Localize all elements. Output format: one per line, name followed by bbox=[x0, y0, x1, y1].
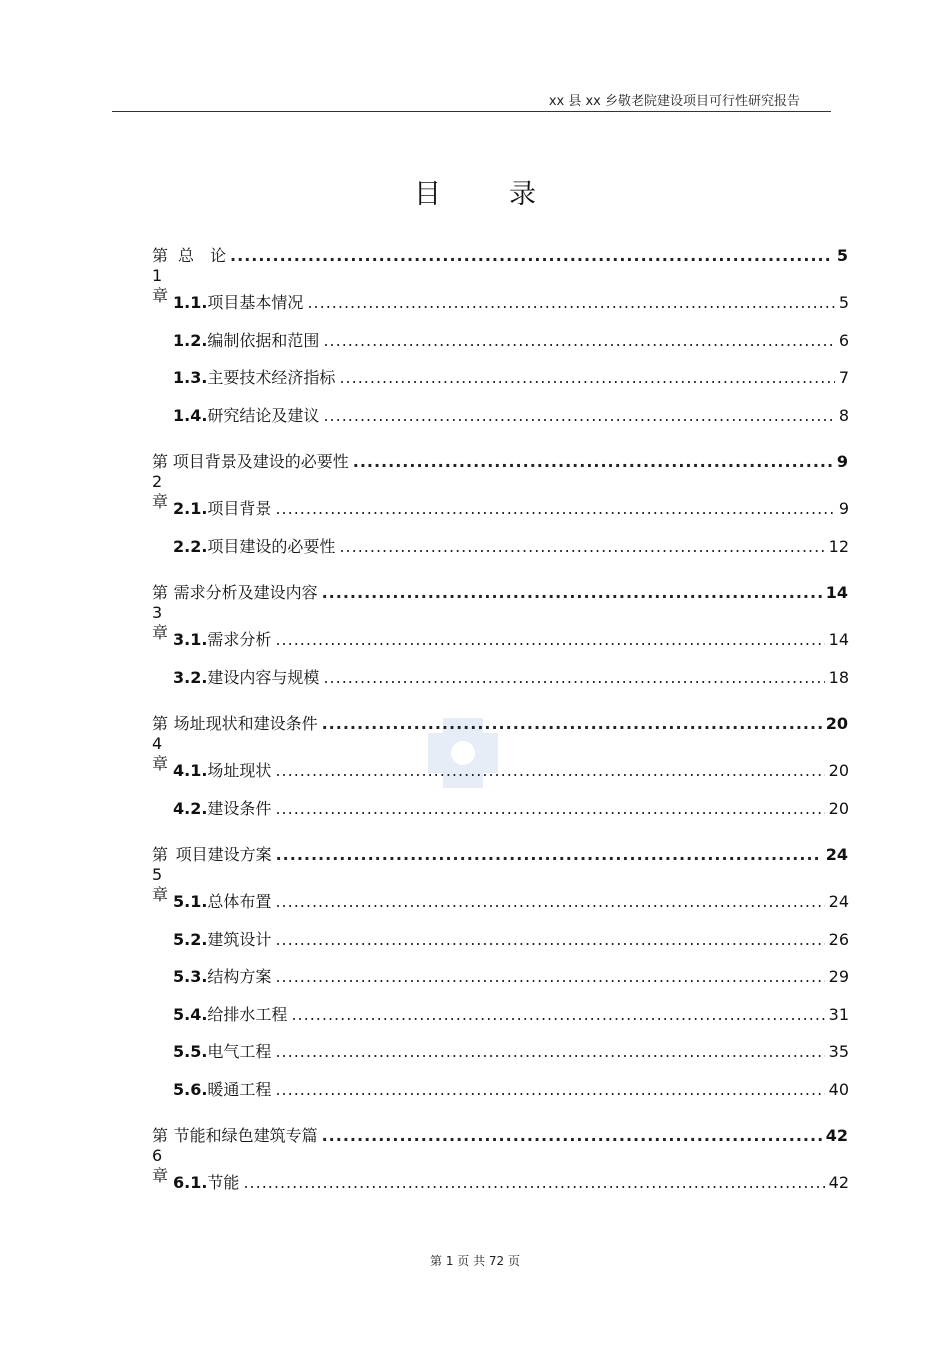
toc-dot-leader bbox=[323, 331, 834, 351]
toc-entry-page-number: 6 bbox=[838, 331, 849, 350]
toc-section-entry[interactable] bbox=[173, 1080, 849, 1100]
toc-entry-number: 6.1. bbox=[173, 1173, 208, 1192]
toc-entry-label: 项目背景 bbox=[207, 499, 272, 518]
toc-entry-label: 建设内容与规模 bbox=[207, 668, 320, 687]
page-title: 目录 bbox=[414, 179, 604, 210]
toc-entry-number: 1.4. bbox=[173, 406, 208, 425]
toc-entry-label: 项目基本情况 bbox=[207, 293, 304, 312]
toc-entry-label: 需求分析及建设内容 bbox=[173, 583, 318, 602]
toc-dot-leader bbox=[275, 499, 834, 519]
toc-entry-number: 第 1 章 bbox=[152, 246, 169, 305]
toc-entry-page-number: 5 bbox=[836, 246, 848, 265]
toc-dot-leader bbox=[230, 246, 833, 266]
toc-dot-leader bbox=[276, 845, 822, 865]
toc-entry-number: 第 5 章 bbox=[152, 845, 169, 904]
toc-entry-page-number: 9 bbox=[838, 499, 849, 518]
toc-entry-page-number: 20 bbox=[825, 714, 848, 733]
toc-entry-label: 场址现状 bbox=[207, 761, 272, 780]
toc-entry-page-number: 26 bbox=[828, 930, 849, 949]
toc-entry-page-number: 7 bbox=[838, 368, 849, 387]
toc-section-entry[interactable] bbox=[173, 967, 849, 987]
toc-entry-label: 结构方案 bbox=[207, 967, 272, 986]
toc-dot-leader bbox=[323, 406, 834, 426]
toc-dot-leader bbox=[339, 368, 834, 388]
toc-entry-number: 第 4 章 bbox=[152, 714, 169, 773]
toc-entry-number: 5.5. bbox=[173, 1042, 208, 1061]
toc-dot-leader bbox=[275, 967, 824, 987]
toc-section-entry[interactable] bbox=[173, 1005, 849, 1025]
toc-entry-label: 项目建设的必要性 bbox=[207, 537, 336, 556]
toc-dot-leader bbox=[275, 799, 824, 819]
toc-section-entry[interactable] bbox=[173, 537, 849, 557]
toc-entry-label: 节能 bbox=[207, 1173, 240, 1192]
toc-section-entry[interactable] bbox=[173, 892, 849, 912]
toc-entry-label: 建筑设计 bbox=[207, 930, 272, 949]
toc-entry-number: 5.1. bbox=[173, 892, 208, 911]
toc-section-entry[interactable] bbox=[173, 499, 849, 519]
toc-entry-page-number: 9 bbox=[836, 452, 848, 471]
toc-entry-number: 1.2. bbox=[173, 331, 208, 350]
toc-entry-page-number: 14 bbox=[828, 630, 849, 649]
toc-entry-label: 主要技术经济指标 bbox=[207, 368, 336, 387]
toc-entry-page-number: 24 bbox=[828, 892, 849, 911]
toc-entry-page-number: 14 bbox=[825, 583, 848, 602]
toc-entry-label: 节能和绿色建筑专篇 bbox=[173, 1126, 318, 1145]
toc-section-entry[interactable] bbox=[173, 1173, 849, 1193]
toc-dot-leader bbox=[243, 1173, 824, 1193]
toc-entry-label: 编制依据和范围 bbox=[207, 331, 320, 350]
running-header: xx 县 xx 乡敬老院建设项目可行性研究报告 bbox=[548, 94, 800, 109]
toc-entry-label: 给排水工程 bbox=[207, 1005, 288, 1024]
toc-entry-number: 第 2 章 bbox=[152, 452, 169, 511]
toc-entry-page-number: 20 bbox=[828, 799, 849, 818]
toc-entry-number: 3.2. bbox=[173, 668, 208, 687]
toc-dot-leader bbox=[322, 1126, 822, 1146]
toc-entry-number: 2.2. bbox=[173, 537, 208, 556]
toc-entry-label: 总 论 bbox=[178, 246, 227, 265]
toc-section-entry[interactable] bbox=[173, 331, 849, 351]
toc-entry-label: 总体布置 bbox=[207, 892, 272, 911]
toc-section-entry[interactable] bbox=[173, 630, 849, 650]
toc-dot-leader bbox=[291, 1005, 824, 1025]
toc-dot-leader bbox=[275, 761, 824, 781]
toc-entry-number: 1.3. bbox=[173, 368, 208, 387]
toc-entry-page-number: 20 bbox=[828, 761, 849, 780]
toc-section-entry[interactable] bbox=[173, 668, 849, 688]
toc-entry-label: 建设条件 bbox=[207, 799, 272, 818]
toc-dot-leader bbox=[322, 583, 822, 603]
toc-entry-label: 电气工程 bbox=[207, 1042, 272, 1061]
toc-entry-label: 项目建设方案 bbox=[175, 845, 272, 864]
toc-entry-page-number: 40 bbox=[828, 1080, 849, 1099]
toc-dot-leader bbox=[275, 892, 824, 912]
toc-entry-number: 第 6 章 bbox=[152, 1126, 169, 1185]
toc-entry-page-number: 24 bbox=[825, 845, 848, 864]
toc-entry-page-number: 29 bbox=[828, 967, 849, 986]
toc-dot-leader bbox=[353, 452, 833, 472]
toc-section-entry[interactable] bbox=[173, 293, 849, 313]
toc-entry-page-number: 18 bbox=[828, 668, 849, 687]
toc-entry-number: 2.1. bbox=[173, 499, 208, 518]
toc-section-entry[interactable] bbox=[173, 761, 849, 781]
toc-entry-page-number: 5 bbox=[838, 293, 849, 312]
toc-section-entry[interactable] bbox=[173, 1042, 849, 1062]
toc-entry-page-number: 42 bbox=[825, 1126, 848, 1145]
toc-entry-number: 5.2. bbox=[173, 930, 208, 949]
toc-dot-leader bbox=[307, 293, 834, 313]
toc-entry-number: 5.3. bbox=[173, 967, 208, 986]
toc-section-entry[interactable] bbox=[173, 368, 849, 388]
toc-dot-leader bbox=[323, 668, 824, 688]
toc-entry-number: 4.1. bbox=[173, 761, 208, 780]
toc-entry-number: 5.4. bbox=[173, 1005, 208, 1024]
toc-entry-label: 场址现状和建设条件 bbox=[173, 714, 318, 733]
toc-dot-leader bbox=[275, 1042, 824, 1062]
toc-dot-leader bbox=[275, 930, 824, 950]
toc-entry-page-number: 42 bbox=[828, 1173, 849, 1192]
toc-entry-number: 5.6. bbox=[173, 1080, 208, 1099]
toc-dot-leader bbox=[275, 1080, 824, 1100]
toc-entry-number: 4.2. bbox=[173, 799, 208, 818]
page-footer: 第 1 页 共 72 页 bbox=[430, 1254, 520, 1268]
toc-section-entry[interactable] bbox=[173, 930, 849, 950]
toc-entry-page-number: 12 bbox=[828, 537, 849, 556]
toc-entry-number: 1.1. bbox=[173, 293, 208, 312]
toc-dot-leader bbox=[322, 714, 822, 734]
toc-dot-leader bbox=[275, 630, 824, 650]
toc-entry-page-number: 35 bbox=[828, 1042, 849, 1061]
toc-entry-label: 项目背景及建设的必要性 bbox=[172, 452, 349, 471]
toc-entry-label: 暖通工程 bbox=[207, 1080, 272, 1099]
toc-entry-number: 3.1. bbox=[173, 630, 208, 649]
toc-entry-number: 第 3 章 bbox=[152, 583, 169, 642]
toc-section-entry[interactable] bbox=[173, 799, 849, 819]
toc-section-entry[interactable] bbox=[173, 406, 849, 426]
toc-entry-label: 研究结论及建议 bbox=[207, 406, 320, 425]
toc-entry-page-number: 31 bbox=[828, 1005, 849, 1024]
toc-entry-page-number: 8 bbox=[838, 406, 849, 425]
toc-dot-leader bbox=[339, 537, 824, 557]
toc-entry-label: 需求分析 bbox=[207, 630, 272, 649]
